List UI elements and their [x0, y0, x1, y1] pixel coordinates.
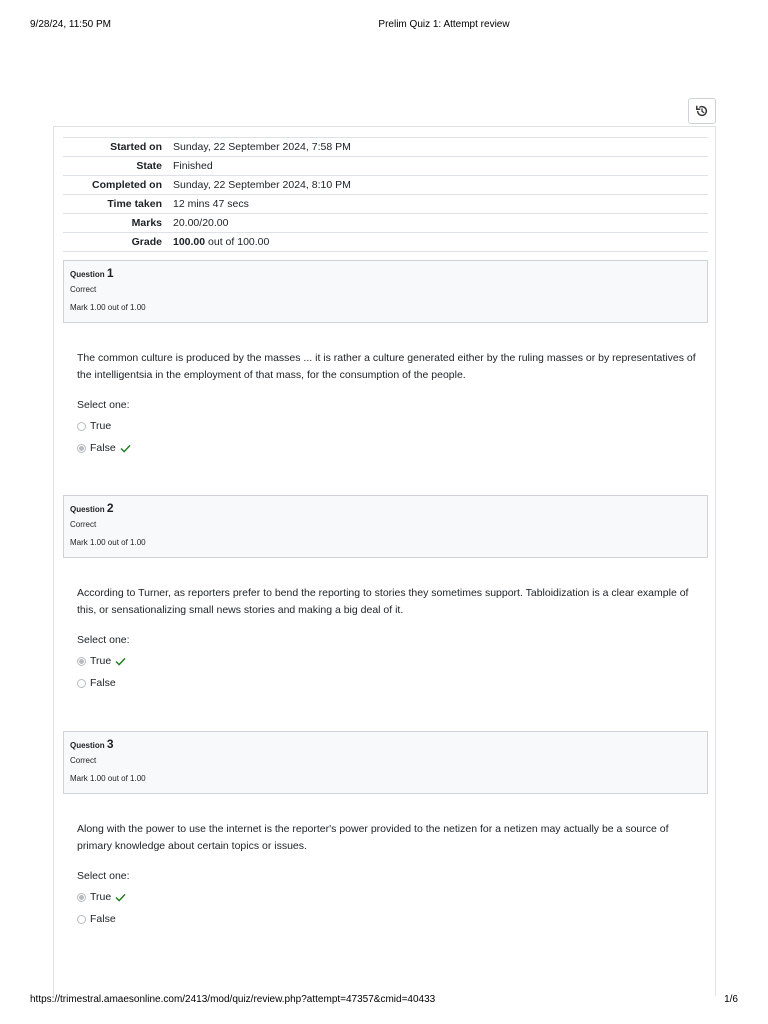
- answer-option-true[interactable]: [77, 416, 702, 436]
- question-mark: Mark 1.00 out of 1.00: [70, 538, 146, 547]
- summary-row: [63, 138, 708, 157]
- question-number: [70, 501, 701, 515]
- radio-button-selected[interactable]: [77, 657, 86, 666]
- answer-label: False: [90, 912, 116, 925]
- select-one-prompt: Select one:: [77, 634, 130, 646]
- summary-value: Finished: [173, 160, 213, 172]
- print-title: Prelim Quiz 1: Attempt review: [378, 19, 510, 30]
- print-header: [0, 19, 768, 33]
- question-num: 2: [106, 501, 114, 515]
- correct-check-icon: [115, 893, 126, 902]
- question-label: Question: [70, 505, 105, 514]
- radio-button[interactable]: [77, 679, 86, 688]
- summary-value: 20.00/20.00: [173, 217, 229, 229]
- question-mark: Mark 1.00 out of 1.00: [70, 303, 146, 312]
- radio-button[interactable]: [77, 422, 86, 431]
- question-info-3: [63, 731, 708, 794]
- radio-button-selected[interactable]: [77, 893, 86, 902]
- question-info-1: [63, 260, 708, 323]
- summary-row: [63, 176, 708, 195]
- question-number: [70, 737, 701, 751]
- answer-option-true[interactable]: [77, 887, 702, 907]
- grade-label: Grade: [131, 236, 162, 248]
- grade-score: 100.00: [173, 236, 206, 248]
- question-num: 1: [106, 266, 114, 280]
- print-page-number: 1/6: [724, 994, 738, 1005]
- grade-value: [170, 233, 708, 252]
- print-datetime: 9/28/24, 11:50 PM: [30, 19, 111, 30]
- correct-check-icon: [120, 444, 131, 453]
- answer-label: False: [90, 441, 116, 454]
- answer-label: True: [90, 890, 112, 903]
- select-one-prompt: Select one:: [77, 870, 130, 882]
- summary-row: [63, 157, 708, 176]
- answer-label: False: [90, 676, 116, 689]
- summary-label: State: [136, 160, 162, 172]
- summary-label: Time taken: [107, 198, 162, 210]
- answer-option-true[interactable]: [77, 651, 702, 671]
- answer-label: True: [90, 419, 112, 432]
- grade-out-of: out of 100.00: [205, 236, 270, 248]
- question-content-3: [77, 821, 702, 929]
- question-num: 3: [106, 737, 114, 751]
- radio-button[interactable]: [77, 915, 86, 924]
- question-text: Along with the power to use the internet is the reporter's power provided to the netizen for a netizen may actually be a source of primary knowledge about certain topics or issues.: [77, 823, 669, 852]
- summary-row: [63, 214, 708, 233]
- radio-button-selected[interactable]: [77, 444, 86, 453]
- summary-label: Started on: [110, 141, 162, 153]
- summary-row-grade: [63, 233, 708, 252]
- correct-check-icon: [115, 657, 126, 666]
- question-info-2: [63, 495, 708, 558]
- summary-label: Marks: [131, 217, 162, 229]
- question-text: According to Turner, as reporters prefer to bend the reporting to stories they sometimes support. Tabloidization is a clear example of this, or sensationalizing small news stories and making a big deal of it.: [77, 587, 689, 616]
- answer-option-false[interactable]: [77, 909, 702, 929]
- history-icon: [695, 104, 709, 118]
- question-content-1: [77, 350, 702, 458]
- question-text: The common culture is produced by the masses ... it is rather a culture generated either by the ruling masses or by representatives of the intelligentsia in the employment of that mass, for the consumption of the people.: [77, 352, 696, 381]
- history-button[interactable]: [688, 98, 716, 124]
- question-mark: Mark 1.00 out of 1.00: [70, 774, 146, 783]
- answer-option-false[interactable]: [77, 438, 702, 458]
- question-label: Question: [70, 270, 105, 279]
- print-url: https://trimestral.amaesonline.com/2413/mod/quiz/review.php?attempt=47357&cmid=40433: [30, 994, 436, 1005]
- question-state: Correct: [70, 756, 97, 765]
- summary-row: [63, 195, 708, 214]
- summary-label: Completed on: [92, 179, 162, 191]
- answer-option-false[interactable]: [77, 673, 702, 693]
- attempt-summary-table: [63, 137, 708, 252]
- question-number: [70, 266, 701, 280]
- summary-value: Sunday, 22 September 2024, 8:10 PM: [173, 179, 351, 191]
- print-footer: [0, 994, 768, 1008]
- summary-value: 12 mins 47 secs: [173, 198, 249, 210]
- summary-value: Sunday, 22 September 2024, 7:58 PM: [173, 141, 351, 153]
- answer-label: True: [90, 654, 112, 667]
- question-state: Correct: [70, 285, 97, 294]
- question-content-2: [77, 585, 702, 693]
- question-state: Correct: [70, 520, 97, 529]
- select-one-prompt: Select one:: [77, 399, 130, 411]
- question-label: Question: [70, 741, 105, 750]
